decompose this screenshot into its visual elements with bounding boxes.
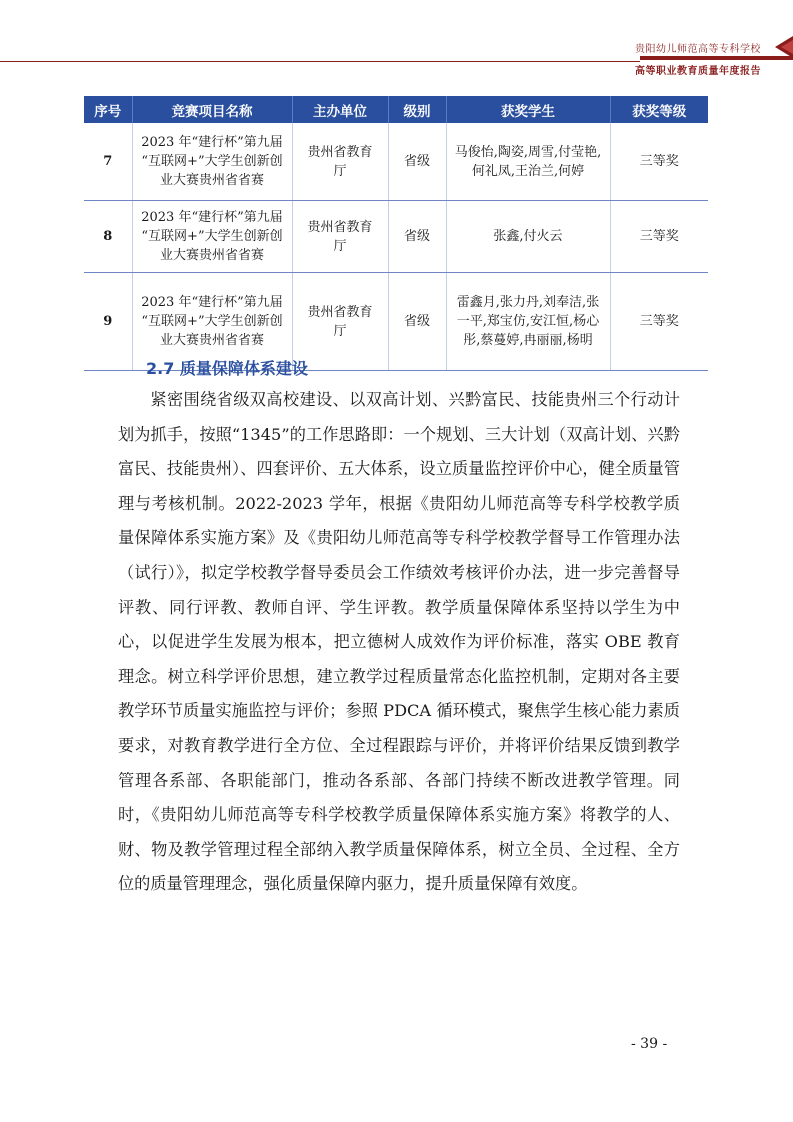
column-header: 序号 [84,96,132,123]
cell-line: 贵州省教育 [307,304,373,320]
students [446,123,610,201]
cell-line: 业大赛贵州省省赛 [159,248,264,263]
header-rule [0,61,640,62]
awards-table [84,96,708,371]
cell-line: 彤,蔡蔓婷,冉丽丽,杨明 [463,333,593,348]
cell-line: 厅 [333,163,347,179]
body-paragraph: 紧密围绕省级双高校建设、以双高计划、兴黔富民、技能贵州三个行动计划为抓手，按照“1345”的工作思路即：一个规划、三大计划（双高计划、兴黔富民、技能贵州）、四套评价、五大体系，设立质量监控评价中心，健全质量管理与考核机制。2022-2023 学年，根据《贵阳幼儿师范高等专科学校教学质量保障体系实施方案》及《贵阳幼儿师范高等专科学校教学督导工作管理办法（试行）》，拟定学校教学督导委员会工作绩效考核评价办法，进一步完善督导评教、同行评教、教师自评、学生评教。教学质量保障体系坚持以学生为中心，以促进学生发展为根本，把立德树人成效作为评价标准，落实 OBE 教育理念。树立科学评价思想，建立教学过程质量常态化监控机制，定期对各主要教学环节质量实施监控与评价；参照 PDCA 循环模式，聚焦学生核心能力素质要求，对教育教学进行全方位、全过程跟踪与评价，并将评价结果反馈到教学管理各系部、各职能部门，推动各系部、各部门持续不断改进教学管理。同时，《贵阳幼儿师范高等专科学校教学质量保障体系实施方案》将教学的人、财、物及教学管理过程全部纳入教学质量保障体系，树立全员、全过程、全方位的质量管理理念，强化质量保障内驱力，提升质量保障有效度。 [118,390,680,894]
row-number: 7 [84,123,132,201]
cell-line: 2023 年“建行杯”第九届 [141,295,283,310]
body-text [118,383,680,902]
row-number: 9 [84,273,132,371]
cell-line: 2023 年“建行杯”第九届 [141,135,283,150]
cell-line: 张鑫,付火云 [493,229,563,244]
corner-logo-icon [767,36,793,58]
row-number: 8 [84,201,132,273]
column-header: 获奖等级 [610,96,708,123]
cell-line: 贵州省教育 [307,219,373,235]
level: 省级 [388,273,446,371]
award-level: 三等奖 [610,273,708,371]
cell-line: “互联网+”大学生创新创 [141,229,283,244]
table-header-row [84,96,708,123]
level: 省级 [388,123,446,201]
award-level: 三等奖 [610,201,708,273]
cell-line: 厅 [333,238,347,254]
column-header: 主办单位 [292,96,388,123]
level: 省级 [388,201,446,273]
header-report-title: 高等职业教育质量年度报告 [635,66,761,77]
cell-line: 何礼凤,王治兰,何婷 [471,163,585,179]
cell-line: 业大赛贵州省省赛 [159,173,264,188]
cell-line: 马俊怡,陶姿,周雪,付莹艳, [454,144,602,160]
organizer [292,201,388,273]
students [446,273,610,371]
cell-line: 一平,郑宝仿,安江恒,杨心 [456,314,600,329]
page-number: - 39 - [631,1036,668,1052]
organizer [292,123,388,201]
header-school-name: 贵阳幼儿师范高等专科学校 [635,44,761,55]
table-row [84,123,708,201]
cell-line: “互联网+”大学生创新创 [141,154,283,169]
competition-name [132,123,292,201]
cell-line: “互联网+”大学生创新创 [141,314,283,329]
column-header: 竞赛项目名称 [132,96,292,123]
table-row [84,201,708,273]
cell-line: 贵州省教育 [307,144,373,160]
section-title: 2.7 质量保障体系建设 [146,359,308,378]
cell-line: 雷鑫月,张力丹,刘奉洁,张 [456,295,600,310]
award-level: 三等奖 [610,123,708,201]
students [446,201,610,273]
column-header: 获奖学生 [446,96,610,123]
cell-line: 厅 [333,323,347,339]
cell-line: 业大赛贵州省省赛 [159,333,264,348]
competition-name [132,201,292,273]
cell-line: 2023 年“建行杯”第九届 [141,210,283,225]
column-header: 级别 [388,96,446,123]
